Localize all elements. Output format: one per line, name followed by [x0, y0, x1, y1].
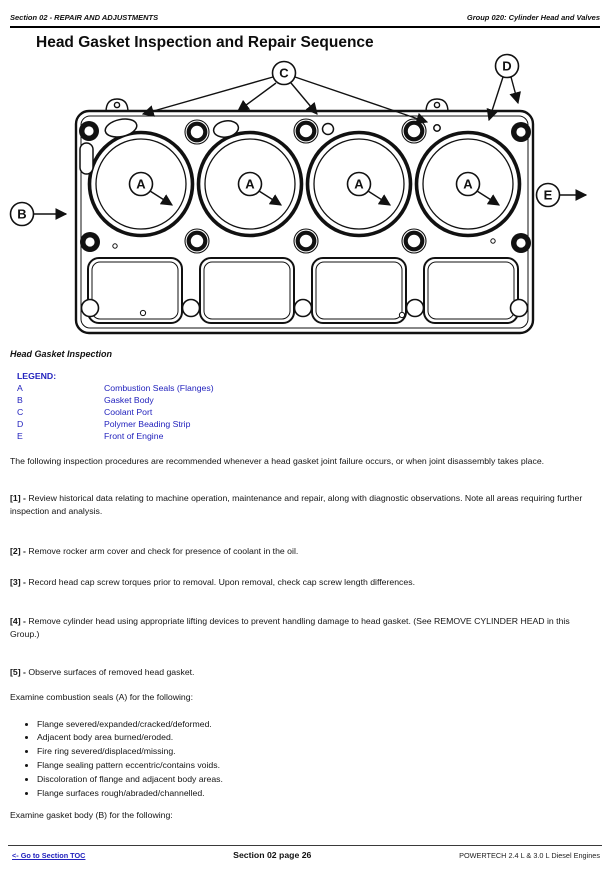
step-2-text: Remove rocker arm cover and check for presence of coolant in the oil.: [28, 545, 299, 556]
examine-body-heading: Examine gasket body (B) for the following:: [10, 809, 173, 820]
legend: [17, 370, 610, 442]
page-title: Head Gasket Inspection and Repair Sequence: [36, 34, 374, 51]
step-4-text: Remove cylinder head using appropriate lifting devices to prevent handling damage to head gasket. (See REMOVE CYLINDER HEAD in this Group.): [10, 615, 570, 639]
checklist-item: • Flange surfaces rough/abraded/channelled.: [37, 787, 596, 801]
combustion-seal-checklist: [0, 718, 596, 801]
step-3-number: [3] -: [10, 577, 26, 587]
checklist-item: • Flange severed/expanded/cracked/deformed.: [37, 718, 596, 732]
step-5-text: Observe surfaces of removed head gasket.: [28, 666, 195, 677]
step-4-number: [4] -: [10, 615, 26, 626]
header-divider: [10, 26, 600, 28]
step-2: [10, 545, 596, 559]
step-1: [10, 492, 596, 519]
checklist-item: • Adjacent body area burned/eroded.: [37, 731, 596, 745]
balloon-a4-letter: A: [463, 176, 473, 192]
section-heading: Head Gasket Inspection: [10, 349, 113, 359]
legend-label: Gasket Body: [104, 395, 154, 405]
checklist-item: • Discoloration of flange and adjacent body areas.: [37, 773, 596, 787]
step-5-number: [5] -: [10, 666, 26, 677]
step-1-number: [1] -: [10, 492, 26, 503]
legend-label: Polymer Beading Strip: [104, 419, 191, 429]
engine-model-label: POWERTECH 2.4 L & 3.0 L Diesel Engines: [459, 851, 600, 860]
balloon-b-letter: B: [17, 206, 27, 222]
legend-label: Coolant Port: [104, 407, 153, 417]
checklist-item: • Flange sealing pattern eccentric/contains voids.: [37, 759, 596, 773]
step-3-text: Record head cap screw torques prior to removal. Upon removal, check cap screw length differences.: [28, 577, 415, 587]
legend-key: C: [17, 407, 24, 417]
page-header: [0, 0, 610, 26]
legend-key: D: [17, 419, 24, 429]
go-to-section-toc-link[interactable]: <- Go to Section TOC: [12, 851, 86, 860]
step-5: [10, 666, 596, 680]
legend-key: B: [17, 395, 23, 405]
legend-key: A: [17, 383, 23, 393]
checklist-item: • Fire ring severed/displaced/missing.: [37, 745, 596, 759]
legend-item: [17, 418, 610, 430]
legend-item: [17, 394, 610, 406]
balloon-a3-letter: A: [354, 176, 364, 192]
balloon-a2-letter: A: [245, 176, 255, 192]
footer-row: [0, 846, 610, 860]
page-footer: [0, 845, 610, 860]
balloon-d-letter: D: [502, 58, 512, 74]
examine-seals-heading: Examine combustion seals (A) for the following:: [10, 692, 194, 702]
head-gasket-diagram: [0, 53, 610, 343]
legend-label: Front of Engine: [104, 431, 164, 441]
page-number: Section 02 page 26: [233, 850, 312, 860]
legend-item: [17, 430, 610, 442]
balloon-c-letter: C: [279, 65, 289, 81]
intro-paragraph: The following inspection procedures are recommended whenever a head gasket joint failure occurs, or when joint disassembly takes place.: [10, 456, 545, 466]
legend-key: E: [17, 431, 23, 441]
header-section-label: Section 02 - REPAIR AND ADJUSTMENTS: [10, 13, 159, 22]
legend-item: [17, 406, 610, 418]
balloon-a1-letter: A: [136, 176, 146, 192]
header-group-label: Group 020: Cylinder Head and Valves: [466, 13, 600, 22]
step-2-number: [2] -: [10, 545, 26, 556]
balloon-e-letter: E: [543, 187, 553, 203]
step-1-text: Review historical data relating to machine operation, maintenance and repair, along with diagnostic observations. Note all areas requiring further inspection and analysis.: [10, 492, 583, 516]
step-4: [10, 615, 596, 642]
legend-label: Combustion Seals (Flanges): [104, 383, 214, 393]
legend-item: [17, 382, 610, 394]
legend-heading: LEGEND:: [17, 371, 57, 381]
step-3: [10, 576, 596, 590]
